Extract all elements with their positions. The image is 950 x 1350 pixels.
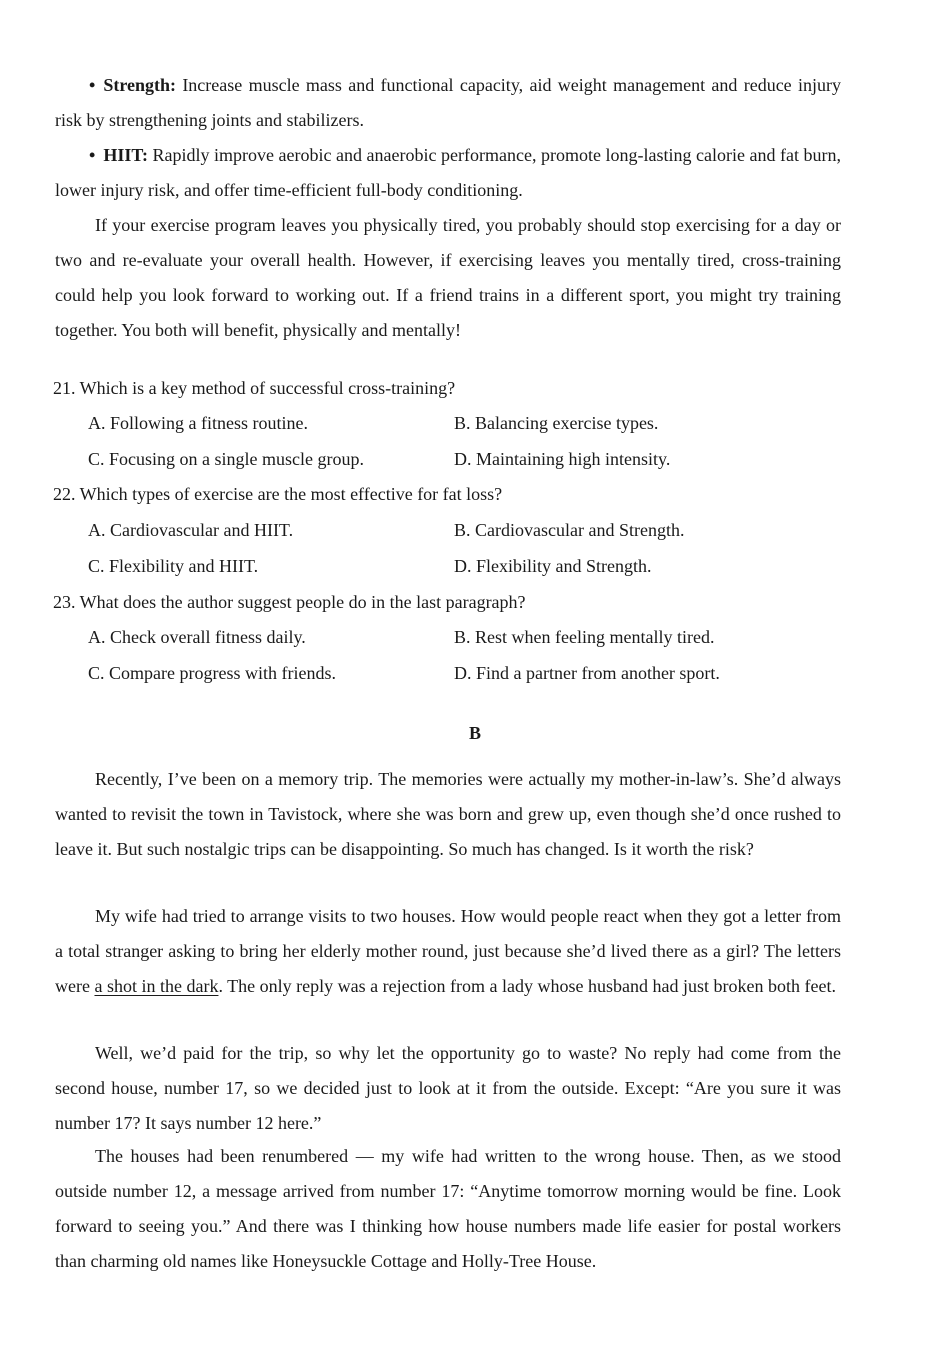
- underlined-phrase: a shot in the dark: [94, 976, 219, 996]
- q23-option-a: A. Check overall fitness daily.: [88, 627, 306, 647]
- question-22-stem: 22. Which types of exercise are the most effective for fat loss?: [53, 484, 503, 504]
- q23-option-b: B. Rest when feeling mentally tired.: [454, 627, 715, 647]
- bullet-hiit: [55, 138, 841, 208]
- passage-b-paragraph-1: Recently, I’ve been on a memory trip. The memories were actually my mother-in-law’s. She’d always wanted to revisit the town in Tavistock, where she was born and grew up, even though she’d once rushed to leave it. But such nostalgic trips can be disappointing. So much has changed. Is it worth the risk?: [55, 769, 841, 859]
- closing-paragraph: If your exercise program leaves you physically tired, you probably should stop exercising for a day or two and re-evaluate your overall health. However, if exercising leaves you mentally tired, cross-training could help you look forward to working out. If a friend trains in a different sport, you might try training together. You both will benefit, physically and mentally!: [55, 215, 841, 340]
- q22-option-a: A. Cardiovascular and HIIT.: [88, 520, 294, 540]
- question-23-stem: 23. What does the author suggest people do in the last paragraph?: [53, 592, 526, 612]
- passage-b-paragraph-2: [55, 899, 841, 1004]
- bullet-dot-icon: •: [89, 75, 96, 95]
- q21-option-b: B. Balancing exercise types.: [454, 413, 659, 433]
- bullet-term: HIIT:: [103, 145, 148, 165]
- paragraph-text: . The only reply was a rejection from a lady whose husband had just broken both feet.: [218, 976, 836, 996]
- q22-option-b: B. Cardiovascular and Strength.: [454, 520, 685, 540]
- q21-option-a: A. Following a fitness routine.: [88, 413, 308, 433]
- bullet-strength: [55, 68, 841, 138]
- bullet-text: Increase muscle mass and functional capacity, aid weight management and reduce injury risk by strengthening joints and stabilizers.: [55, 75, 841, 130]
- bullet-text: Rapidly improve aerobic and anaerobic performance, promote long-lasting calorie and fat burn, lower injury risk, and offer time-efficient full-body conditioning.: [55, 145, 841, 200]
- passage-b-paragraph-3: Well, we’d paid for the trip, so why let the opportunity go to waste? No reply had come from the second house, number 17, so we decided just to look at it from the outside. Except: “Are you sure it was number 17? It says number 12 here.”: [55, 1043, 841, 1133]
- q21-option-d: D. Maintaining high intensity.: [454, 449, 671, 469]
- q22-option-c: C. Flexibility and HIIT.: [88, 556, 259, 576]
- q23-option-c: C. Compare progress with friends.: [88, 663, 336, 683]
- q21-option-c: C. Focusing on a single muscle group.: [88, 449, 364, 469]
- q22-option-d: D. Flexibility and Strength.: [454, 556, 652, 576]
- question-21-stem: 21. Which is a key method of successful cross-training?: [53, 378, 456, 398]
- q23-option-d: D. Find a partner from another sport.: [454, 663, 720, 683]
- section-title: B: [468, 723, 481, 743]
- bullet-dot-icon: •: [89, 145, 96, 165]
- bullet-term: Strength:: [103, 75, 176, 95]
- passage-b-paragraph-4: The houses had been renumbered — my wife had written to the wrong house. Then, as we stood outside number 12, a message arrived from number 17: “Anytime tomorrow morning would be fine. Look forward to seeing you.” And there was I thinking how house numbers made life easier for postal workers than charming old names like Honeysuckle Cottage and Holly-Tree House.: [55, 1146, 841, 1271]
- paragraph-text: My wife had tried to arrange visits to two houses. How would people react when they got a letter from a total stranger asking to bring her elderly mother round, just because she’d lived there as a girl? The letters were: [55, 906, 841, 996]
